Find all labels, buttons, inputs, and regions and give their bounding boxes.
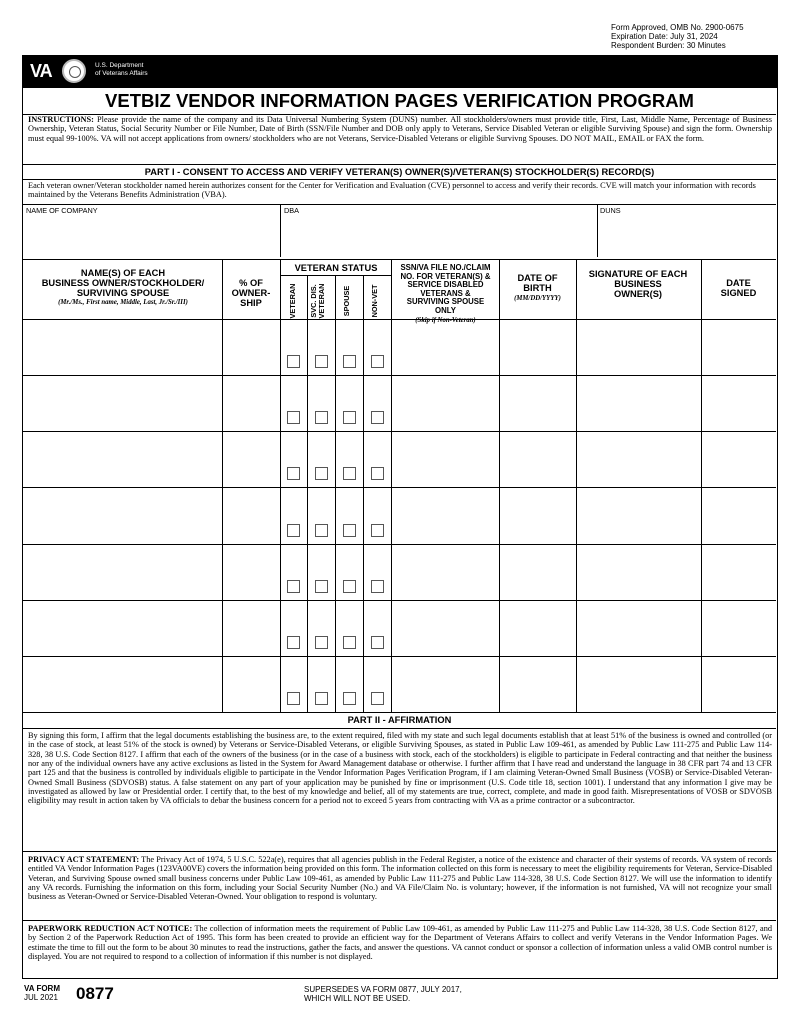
col-header-signature (576, 270, 700, 299)
cell-signature[interactable] (577, 320, 700, 374)
col-header-subtext: (MM/DD/YYYY) (514, 294, 561, 302)
supersedes-line-1: SUPERSEDES VA FORM 0877, JULY 2017, (304, 985, 462, 994)
table-row (23, 375, 776, 431)
checkbox-veteran[interactable] (287, 636, 300, 649)
checkbox-spouse[interactable] (343, 355, 356, 368)
checkbox-non-vet[interactable] (371, 411, 384, 424)
expiration-date: Expiration Date: July 31, 2024 (611, 32, 718, 41)
checkbox-spouse[interactable] (343, 692, 356, 705)
checkbox-svc-dis-veteran[interactable] (315, 467, 328, 480)
field-divider (280, 204, 281, 257)
checkbox-veteran[interactable] (287, 411, 300, 424)
col-header-text: SURVIVING SPOUSE (406, 297, 485, 307)
col-header-ssn (392, 264, 499, 325)
company-name-field[interactable] (24, 215, 280, 255)
checkbox-veteran[interactable] (287, 467, 300, 480)
divider (23, 728, 776, 729)
cell-name[interactable] (24, 320, 221, 374)
col-header-subtext: (Mr./Ms., First name, Middle, Last, Jr./Sr./III) (58, 299, 188, 307)
col-header-owner-name (25, 269, 221, 308)
col-header-veteran: VETERAN (288, 283, 297, 319)
table-row (23, 544, 776, 600)
cell-pct[interactable] (223, 320, 279, 374)
form-frame (22, 88, 778, 979)
privacy-act-statement (28, 855, 772, 901)
checkbox-svc-dis-veteran[interactable] (315, 524, 328, 537)
cell-ssn[interactable] (392, 488, 498, 542)
checkbox-veteran[interactable] (287, 524, 300, 537)
col-header-ownership (223, 279, 279, 308)
cell-pct[interactable] (223, 432, 279, 486)
checkbox-non-vet[interactable] (371, 692, 384, 705)
part2-heading: PART II - AFFIRMATION (347, 715, 452, 725)
cell-ssn[interactable] (392, 545, 498, 599)
col-header-text: VETERANS & (420, 288, 471, 298)
checkbox-spouse[interactable] (343, 411, 356, 424)
checkbox-non-vet[interactable] (371, 580, 384, 593)
divider (23, 259, 776, 260)
checkbox-svc-dis-veteran[interactable] (315, 355, 328, 368)
cell-pct[interactable] (223, 545, 279, 599)
cell-pct[interactable] (223, 376, 279, 430)
checkbox-spouse[interactable] (343, 636, 356, 649)
cell-dob[interactable] (500, 601, 575, 655)
cell-date[interactable] (702, 545, 775, 599)
divider (23, 204, 776, 205)
col-header-text: NO. FOR VETERAN(S) & (400, 271, 491, 281)
col-header-text: DATE (726, 278, 751, 288)
duns-label: DUNS (600, 206, 621, 215)
cell-ssn[interactable] (392, 657, 498, 711)
cell-name[interactable] (24, 432, 221, 486)
part1-heading: PART I - CONSENT TO ACCESS AND VERIFY VETERAN(S) OWNER(S)/VETERAN(S) STOCKHOLDER(S) RECORD(S) (144, 167, 655, 177)
table-row (23, 487, 776, 543)
cell-ssn[interactable] (392, 601, 498, 655)
divider (23, 851, 776, 852)
divider (23, 164, 776, 165)
privacy-label: PRIVACY ACT STATEMENT: (28, 855, 140, 864)
affirmation-text: By signing this form, I affirm that the legal documents establishing the business are, to the extent required, filed with my state and such legal documents establish that at least 51% of the business is owned and controlled (or in the case of stock, at least 51% of the stock is owned) by Veterans or Service-Disabled Veterans, or eligible Surviving Spouses, as stated in Public Law 109-461, as amended by Public Law 111-275 and Public Law 114-328, 38 U.S. Code Section 8127. I affirm that each of the owners of the business (or in the case of a business with stock, each of the stockholders) is eligible to participate in Federal contracting and that neither the business nor any of the individual owners have any active exclusions as listed in the System for Award Management database or otherwise. I further affirm that I have read and understand the language in 38 CFR part 74 and 13 CFR part 125 and that the business is controlled by individuals eligible to participate in the Vendor Information Pages Verification Program, if I am claiming Veteran-Owned Small Business (VOSB) or Service-Disabled Veteran-Owned Small Business (SDVOSB) status. A false statement on any part of your application may be punished by fine or imprisonment (U.S. Code title 18, section 1001). I understand that any information I give may be investigated as allowed by law or Presidential order. I certify that, to the best of my knowledge and belief, all of my statements are true, correct, complete, and made in good faith. Misrepresentations of VOSB or SDVOSB eligibility may result in action taken by VA officials to debar the business concern for a period not to exceed 5 years from contracting with VA as a prime contractor or a subcontractor. (28, 731, 772, 806)
consent-text: Each veteran owner/Veteran stockholder named herein authorizes consent for the Center for Verification and Evaluation (CVE) personnel to access and verify their records. CVE will match your information with records maintained by the Veterans Benefits Administration (VBA). (28, 181, 756, 200)
paperwork-reduction-notice (28, 924, 772, 961)
cell-name[interactable] (24, 545, 221, 599)
col-header-text: SVC. DIS. (309, 284, 318, 318)
divider (23, 179, 776, 180)
form-id (24, 984, 60, 1002)
col-header-text: NAME(S) OF EACH (80, 268, 166, 278)
supersedes-note (304, 985, 462, 1003)
cell-dob[interactable] (500, 376, 575, 430)
cell-name[interactable] (24, 601, 221, 655)
col-header-non-vet: NON-VET (370, 284, 379, 318)
cell-ssn[interactable] (392, 376, 498, 430)
col-header-text: SHIP (240, 297, 262, 308)
cell-signature[interactable] (577, 376, 700, 430)
table-row (23, 656, 776, 712)
cell-dob[interactable] (500, 432, 575, 486)
instructions (28, 115, 772, 143)
col-header-text: SURVIVING SPOUSE (76, 287, 170, 298)
col-header-text: SIGNED (720, 287, 757, 298)
va-header-bar (22, 55, 778, 88)
cell-date[interactable] (702, 657, 775, 711)
company-name-label: NAME OF COMPANY (26, 206, 98, 215)
checkbox-spouse[interactable] (343, 524, 356, 537)
col-header-text: BIRTH (523, 282, 552, 293)
cell-signature[interactable] (577, 657, 700, 711)
cell-date[interactable] (702, 488, 775, 542)
cell-date[interactable] (702, 601, 775, 655)
col-header-veteran-status: VETERAN STATUS (294, 263, 378, 273)
checkbox-svc-dis-veteran[interactable] (315, 692, 328, 705)
checkbox-non-vet[interactable] (371, 467, 384, 480)
col-header-date-signed (702, 279, 775, 299)
table-row (23, 600, 776, 656)
col-header-text: SERVICE DISABLED (407, 280, 484, 290)
form-number: 0877 (76, 984, 114, 1003)
department-line-1: U.S. Department (95, 62, 144, 69)
col-header-text: OWNER- (231, 287, 271, 298)
va-seal-icon (62, 59, 86, 83)
cell-signature[interactable] (577, 488, 700, 542)
cell-dob[interactable] (500, 545, 575, 599)
col-header-text: SSN/VA FILE NO./CLAIM (400, 263, 491, 272)
divider (23, 920, 776, 921)
cell-ssn[interactable] (392, 320, 498, 374)
col-header-text: ONLY (435, 305, 456, 315)
cell-signature[interactable] (577, 545, 700, 599)
omb-number: Form Approved, OMB No. 2900-0675 (611, 23, 744, 32)
table-row (23, 316, 776, 375)
duns-field[interactable] (598, 215, 774, 255)
cell-dob[interactable] (500, 320, 575, 374)
col-header-spouse: SPOUSE (342, 285, 351, 317)
cell-date[interactable] (702, 432, 775, 486)
form-label: VA FORM (24, 984, 60, 993)
respondent-burden: Respondent Burden: 30 Minutes (611, 41, 726, 50)
checkbox-veteran[interactable] (287, 580, 300, 593)
checkbox-non-vet[interactable] (371, 636, 384, 649)
paperwork-label: PAPERWORK REDUCTION ACT NOTICE: (28, 924, 193, 933)
checkbox-svc-dis-veteran[interactable] (315, 580, 328, 593)
col-header-text: VETERAN (317, 283, 326, 319)
field-divider (597, 204, 598, 257)
checkbox-spouse[interactable] (343, 580, 356, 593)
form-date: JUL 2021 (24, 993, 58, 1002)
privacy-text: The Privacy Act of 1974, 5 U.S.C. 522a(e), requires that all agencies publish in the Federal Register, a notice of the existence and character of their systems of records. VA system of records entitled VA Vendor Information Pages (123VA00VE) covers the information being provided on this form. The information collected on this form is necessary to meet the eligibility requirements for Veteran, Service-Disabled Veteran, and Surviving Spouse owned small business concerns under Public Law 109-461, as amended by Public Law 111-275 and Public Law 114-328, 38 U.S. Code Section 8127. We will use the information to identify any VA records. Furnishing the information on this form, including your Social Security Number (No.) and VA File/Claim No. is voluntary; however, if the information is not furnished, VA will not recognize your small business as Veteran-Owned or Service-Disabled Veteran-Owned. Your obligation to respond is voluntary. (28, 855, 773, 902)
col-header-text: SIGNATURE OF EACH (588, 269, 688, 279)
checkbox-veteran[interactable] (287, 355, 300, 368)
col-header-dob (500, 274, 575, 303)
col-header-text: % OF (239, 278, 263, 288)
dba-field[interactable] (282, 215, 596, 255)
cell-date[interactable] (702, 320, 775, 374)
col-header-text: BUSINESS (614, 278, 662, 289)
cell-signature[interactable] (577, 601, 700, 655)
form-title: VETBIZ VENDOR INFORMATION PAGES VERIFICATION PROGRAM (105, 90, 694, 111)
instructions-text: Please provide the name of the company and its Data Universal Numbering System (DUNS) number. All stockholders/owners must provide title, First, Last, Middle Name, Percentage of Business Ownership, Veteran Status, Social Security Number or File Number, Date of Birth (SSN/File Number and DOB only apply to Veterans, Service Disabled Veteran or eligible Surviving Spouse) and sign the form. Ownership must equal 99-100%. VA will not accept applications from owners/ stockholders who are not Veterans, Service-Disabled Veterans or eligible Survivng Spouses. DO NOT MAIL, EMAIL or FAX the form. (28, 115, 772, 143)
dba-label: DBA (284, 206, 300, 215)
cell-pct[interactable] (223, 601, 279, 655)
col-header-text: BUSINESS OWNER/STOCKHOLDER/ (41, 277, 205, 288)
divider (23, 712, 776, 713)
department-line-2: of Veterans Affairs (95, 70, 148, 77)
checkbox-spouse[interactable] (343, 467, 356, 480)
va-logo: VA (30, 61, 52, 81)
supersedes-line-2: WHICH WILL NOT BE USED. (304, 994, 411, 1003)
instructions-label: INSTRUCTIONS: (28, 115, 94, 124)
checkbox-svc-dis-veteran[interactable] (315, 636, 328, 649)
checkbox-svc-dis-veteran[interactable] (315, 411, 328, 424)
cell-name[interactable] (24, 376, 221, 430)
col-header-text: OWNER(S) (613, 288, 663, 299)
cell-date[interactable] (702, 376, 775, 430)
checkbox-non-vet[interactable] (371, 355, 384, 368)
cell-dob[interactable] (500, 657, 575, 711)
checkbox-non-vet[interactable] (371, 524, 384, 537)
col-header-subtext: (Skip if Non-Veteran) (415, 316, 476, 324)
cell-signature[interactable] (577, 432, 700, 486)
col-header-text: DATE OF (517, 273, 558, 283)
cell-name[interactable] (24, 657, 221, 711)
department-name (95, 62, 148, 78)
paperwork-text: The collection of information meets the requirement of Public Law 109-461, as amended by Public Law 111-275 and Public Law 114-328, 38 U.S. Code Section 8127, and by Section 2 of the Paperwork Reduction Act of 1995. This form has been created to provide an efficient way for the Department of Veterans Affairs to collect and verify Veterans in the Vendor Information Pages. We estimate the time to fill out the form to be about 30 minutes to read the instructions, gather the facts, and answer the questions. VA cannot conduct or sponsor a collection of information unless a valid OMB control number is displayed. You are not required to respond to a collection of information if this number is not displayed. (28, 924, 773, 961)
omb-approval-block (611, 23, 744, 50)
cell-ssn[interactable] (392, 432, 498, 486)
cell-pct[interactable] (223, 657, 279, 711)
checkbox-veteran[interactable] (287, 692, 300, 705)
cell-pct[interactable] (223, 488, 279, 542)
cell-name[interactable] (24, 488, 221, 542)
table-row (23, 431, 776, 487)
cell-dob[interactable] (500, 488, 575, 542)
